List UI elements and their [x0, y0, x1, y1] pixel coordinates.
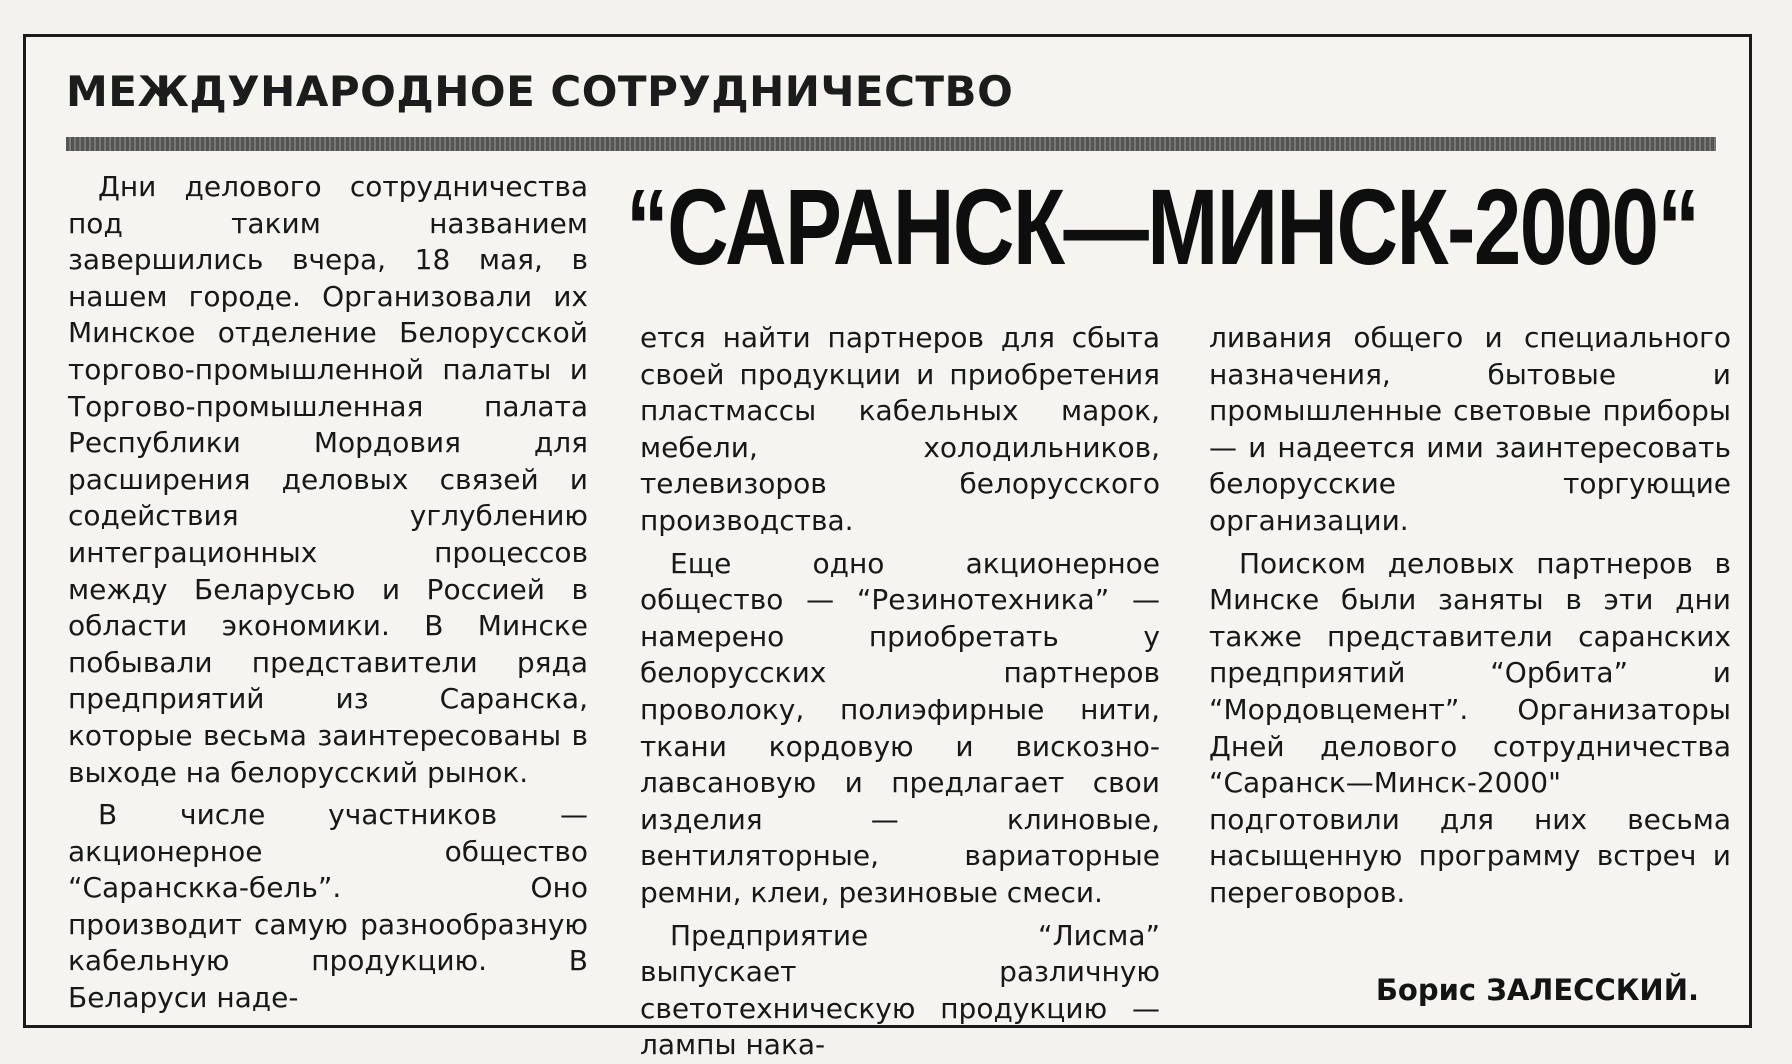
paragraph: В числе участников — акционерное общество “Саранскка-бель”. Оно производит самую разнообразную кабельную продукцию. В Беларуси наде- [68, 798, 588, 1015]
paragraph: Еще одно акционерное общество — “Резинотехника” — намерено приобретать у белорусских партнеров проволоку, полиэфирные нити, ткани кордовую и вискозно-лавсановую и предлагает свои изделия — клиновые, вентиляторные, вариаторные ремни, клеи, резиновые смеси. [640, 546, 1160, 909]
paragraph: Поиском деловых партнеров в Минске были заняты в эти дни также представители саранских предприятий “Орбита” и “Мордовцемент”. Организаторы Дней делового сотрудничества “Саранск—Минск-2000" подготовили для них весьма насыщенную программу встреч и переговоров. [1209, 546, 1731, 909]
text-column-1 [68, 169, 588, 1017]
paragraph: Предприятие “Лисма” выпускает различную светотехническую продукцию — лампы нака- [640, 918, 1160, 1062]
section-rubric: МЕЖДУНАРОДНОЕ СОТРУДНИЧЕСТВО [66, 67, 1014, 116]
article-frame [23, 34, 1752, 1062]
author-byline: Борис ЗАЛЕССКИЙ. [1375, 973, 1699, 1007]
text-column-3 [1209, 320, 1731, 912]
article-headline: “САРАНСК—МИНСК-2000“ [626, 166, 1699, 287]
text-column-2 [640, 320, 1160, 1064]
paragraph: ливания общего и специального назначения, бытовые и промышленные световые приборы — и надеется ими заинтересовать белорусские торгующие организации. [1209, 321, 1731, 537]
paragraph: ется найти партнеров для сбыта своей продукции и приобретения пластмассы кабельных марок, мебели, холодильников, телевизоров белорусского производства. [640, 321, 1160, 537]
paragraph: Дни делового сотрудничества под таким названием завершились вчера, 18 мая, в нашем городе. Организовали их Минское отделение Белорусской торгово-промышленной палаты и Торгово-промышленная палата Республики Мордовия для расширения деловых связей и содействия углублению интеграционных процессов между Беларусью и Россией в области экономики. В Минске побывали представители ряда предприятий из Саранска, которые весьма заинтересованы в выходе на белорусский рынок. [68, 170, 588, 789]
rubric-divider [66, 137, 1716, 151]
